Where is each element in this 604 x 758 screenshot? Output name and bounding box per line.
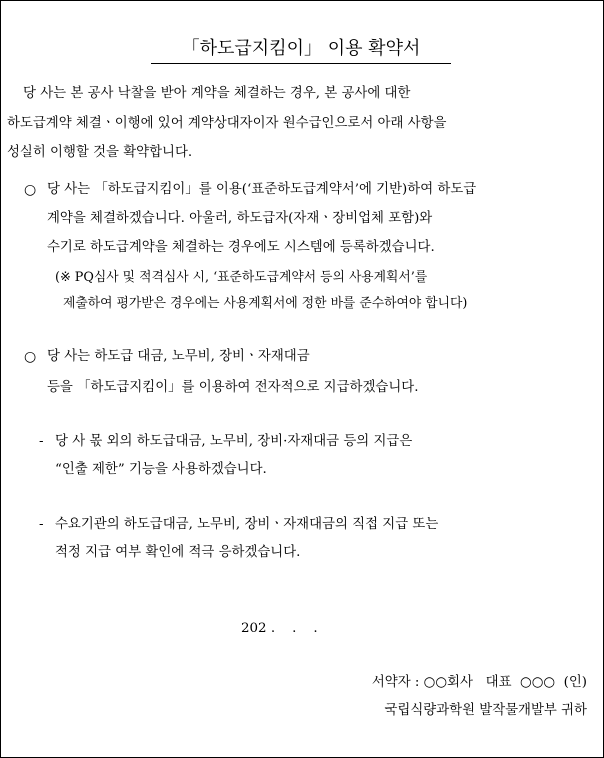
intro-line-2: 하도급계약 체결ㆍ이행에 있어 계약상대자이자 원수급인으로서 아래 사항을	[7, 116, 447, 131]
item2-line-1: 당 사는 하도급 대금, 노무비, 장비ㆍ자재대금	[47, 349, 310, 364]
sub1-dash: -	[39, 434, 44, 449]
item2-bullet: ○	[24, 349, 37, 365]
document-title: 「하도급지킴이」 이용 확약서	[181, 38, 421, 59]
item2-line-2: 등을 「하도급지킴이」를 이용하여 전자적으로 지급하겠습니다.	[47, 380, 419, 395]
title-underline	[151, 63, 451, 64]
item1-note-line-1: (※ PQ심사 및 적격심사 시, ‘표준하도급계약서 등의 사용계획서’를	[55, 270, 428, 285]
sub1-line-2: “인출 제한” 기능을 사용하겠습니다.	[55, 462, 267, 477]
item1-bullet: ○	[24, 182, 37, 198]
signer-line: 서약자 : ○○회사 대표 ○○○ (인)	[371, 675, 587, 690]
item1-line-1: 당 사는 「하도급지킴이」를 이용(‘표준하도급계약서’에 기반)하여 하도급	[47, 182, 477, 197]
item1-note-line-2: 제출하여 평가받은 경우에는 사용계획서에 정한 바를 준수하여야 합니다)	[63, 296, 468, 311]
item1-line-3: 수기로 하도급계약을 체결하는 경우에도 시스템에 등록하겠습니다.	[47, 240, 435, 255]
sub1-line-1: 당 사 몫 외의 하도급대금, 노무비, 장비·자재대금 등의 지급은	[55, 434, 413, 449]
sub2-line-2: 적정 지급 여부 확인에 적극 응하겠습니다.	[55, 545, 301, 560]
date-line: 202 . . .	[241, 621, 318, 636]
sub2-dash: -	[39, 517, 44, 532]
recipient-line: 국립식량과학원 발작물개발부 귀하	[384, 703, 587, 718]
intro-line-3: 성실히 이행할 것을 확약합니다.	[7, 145, 193, 160]
intro-line-1: 당 사는 본 공사 낙찰을 받아 계약을 체결하는 경우, 본 공사에 대한	[23, 86, 411, 101]
item1-line-2: 계약을 체결하겠습니다. 아울러, 하도급자(자재ㆍ장비업체 포함)와	[47, 211, 433, 226]
sub2-line-1: 수요기관의 하도급대금, 노무비, 장비ㆍ자재대금의 직접 지급 또는	[55, 517, 439, 532]
